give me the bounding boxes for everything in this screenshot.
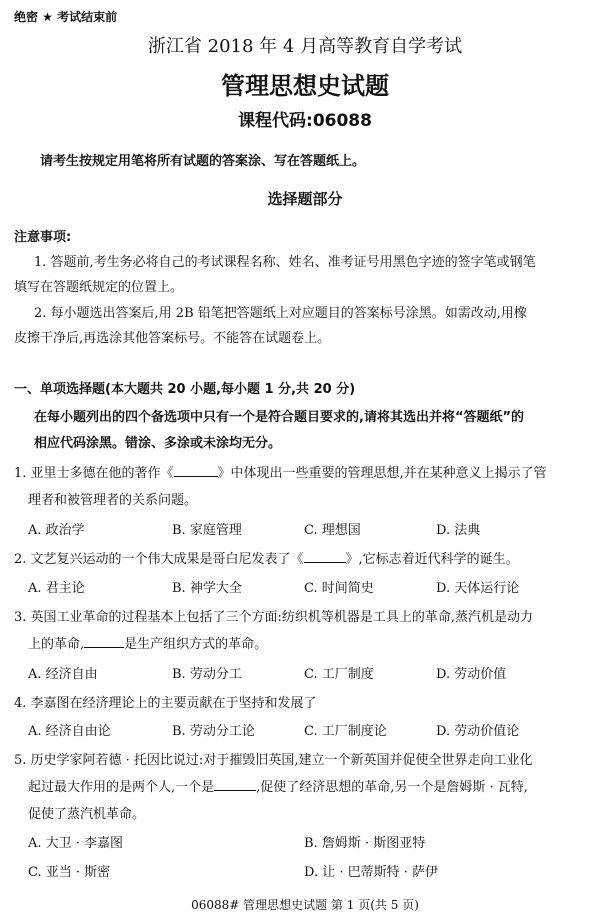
instruction: 请考生按规定用笔将所有试题的答案涂、写在答题纸上。 xyxy=(40,154,366,169)
q1-option-d[interactable]: D. 法典 xyxy=(436,523,481,538)
q5-blank xyxy=(214,778,256,791)
secret-label: 绝密 ★ 考试结束前 xyxy=(14,10,118,24)
question-3-line2 xyxy=(28,633,267,652)
q2-option-b[interactable]: B. 神学大全 xyxy=(172,581,242,596)
exam-title: 浙江省 2018 年 4 月高等教育自学考试 xyxy=(147,36,463,57)
q2-option-a[interactable]: A. 君主论 xyxy=(28,581,85,596)
question-4: 4. 李嘉图在经济理论上的主要贡献在于坚持和发展了 xyxy=(14,696,317,711)
q1-option-b[interactable]: B. 家庭管理 xyxy=(172,523,242,538)
notes-heading: 注意事项: xyxy=(14,230,72,245)
q1-option-a[interactable]: A. 政治学 xyxy=(28,523,85,538)
q5-option-a[interactable]: A. 大卫 · 李嘉图 xyxy=(28,836,124,851)
q1-text-b: 》中体现出一些重要的管理思想,并在某种意义上揭示了管 xyxy=(217,466,547,481)
question-5-line1: 5. 历史学家阿若德 · 托因比说过:对于摧毁旧英国,建立一个新英国并促使全世界走向工业化 xyxy=(14,753,533,768)
q5-option-d[interactable]: D. 让 · 巴蒂斯特 · 萨伊 xyxy=(304,865,439,880)
q5-option-b[interactable]: B. 詹姆斯 · 斯图亚特 xyxy=(304,836,426,851)
q4-option-d[interactable]: D. 劳动价值论 xyxy=(436,724,520,739)
section-title: 选择题部分 xyxy=(267,190,343,208)
question-2 xyxy=(14,548,519,567)
q4-option-c[interactable]: C. 工厂制度论 xyxy=(304,724,387,739)
part1-desc-line1: 在每小题列出的四个备选项中只有一个是符合题目要求的,请将其选出并将“答题纸”的 xyxy=(34,410,525,425)
q4-option-a[interactable]: A. 经济自由论 xyxy=(28,724,111,739)
q3-option-a[interactable]: A. 经济自由 xyxy=(28,667,98,682)
q3-option-d[interactable]: D. 劳动价值 xyxy=(436,667,507,682)
q1-option-c[interactable]: C. 理想国 xyxy=(304,523,361,538)
q5-option-c[interactable]: C. 亚当 · 斯密 xyxy=(28,865,111,880)
note-1-line1: 1. 答题前,考生务必将自己的考试课程名称、姓名、准考证号用黑色字迹的签字笔或钢笔 xyxy=(34,255,536,270)
note-2-line2: 皮擦干净后,再选涂其他答案标号。不能答在试题卷上。 xyxy=(14,331,331,346)
part1-desc-line2: 相应代码涂黑。错涂、多涂或未涂均无分。 xyxy=(34,436,282,451)
q2-text-b: 》,它标志着近代科学的诞生。 xyxy=(345,552,519,567)
q3-text-a: 上的革命, xyxy=(28,637,85,652)
q2-option-c[interactable]: C. 时间简史 xyxy=(304,581,374,596)
q1-line2: 理者和被管理者的关系问题。 xyxy=(28,493,198,508)
q1-blank xyxy=(174,464,218,477)
page-footer: 06088# 管理思想史试题 第 1 页(共 5 页) xyxy=(191,898,419,912)
q3-option-c[interactable]: C. 工厂制度 xyxy=(304,667,374,682)
q2-blank xyxy=(304,550,346,563)
part1-heading: 一、单项选择题(本大题共 20 小题,每小题 1 分,共 20 分) xyxy=(14,382,356,397)
question-5-line3: 促使了蒸汽机革命。 xyxy=(28,807,146,822)
q3-blank xyxy=(84,635,124,648)
q3-text-b: 是生产组织方式的革命。 xyxy=(124,637,268,652)
q4-option-b[interactable]: B. 劳动分工论 xyxy=(172,724,255,739)
note-1-line2: 填写在答题纸规定的位置上。 xyxy=(14,280,184,295)
question-3-line1: 3. 英国工业革命的过程基本上包括了三个方面:纺织机等机器是工具上的革命,蒸汽机是动力 xyxy=(14,610,534,625)
question-5-line2 xyxy=(28,776,528,795)
question-1 xyxy=(14,462,547,481)
note-2-line1: 2. 每小题选出答案后,用 2B 铅笔把答题纸上对应题目的答案标号涂黑。如需改动,用橡 xyxy=(34,306,527,321)
q1-text-a: 1. 亚里士多德在他的著作《 xyxy=(14,466,174,481)
course-code: 课程代码:06088 xyxy=(238,111,372,131)
paper-title: 管理思想史试题 xyxy=(221,72,389,100)
q2-text-a: 2. 文艺复兴运动的一个伟大成果是哥白尼发表了《 xyxy=(14,552,304,567)
q5-text-b: ,促使了经济思想的革命,另一个是詹姆斯 · 瓦特, xyxy=(256,780,528,795)
q2-option-d[interactable]: D. 天体运行论 xyxy=(436,581,520,596)
q5-text-a: 起过最大作用的是两个人,一个是 xyxy=(28,780,215,795)
q3-option-b[interactable]: B. 劳动分工 xyxy=(172,667,242,682)
